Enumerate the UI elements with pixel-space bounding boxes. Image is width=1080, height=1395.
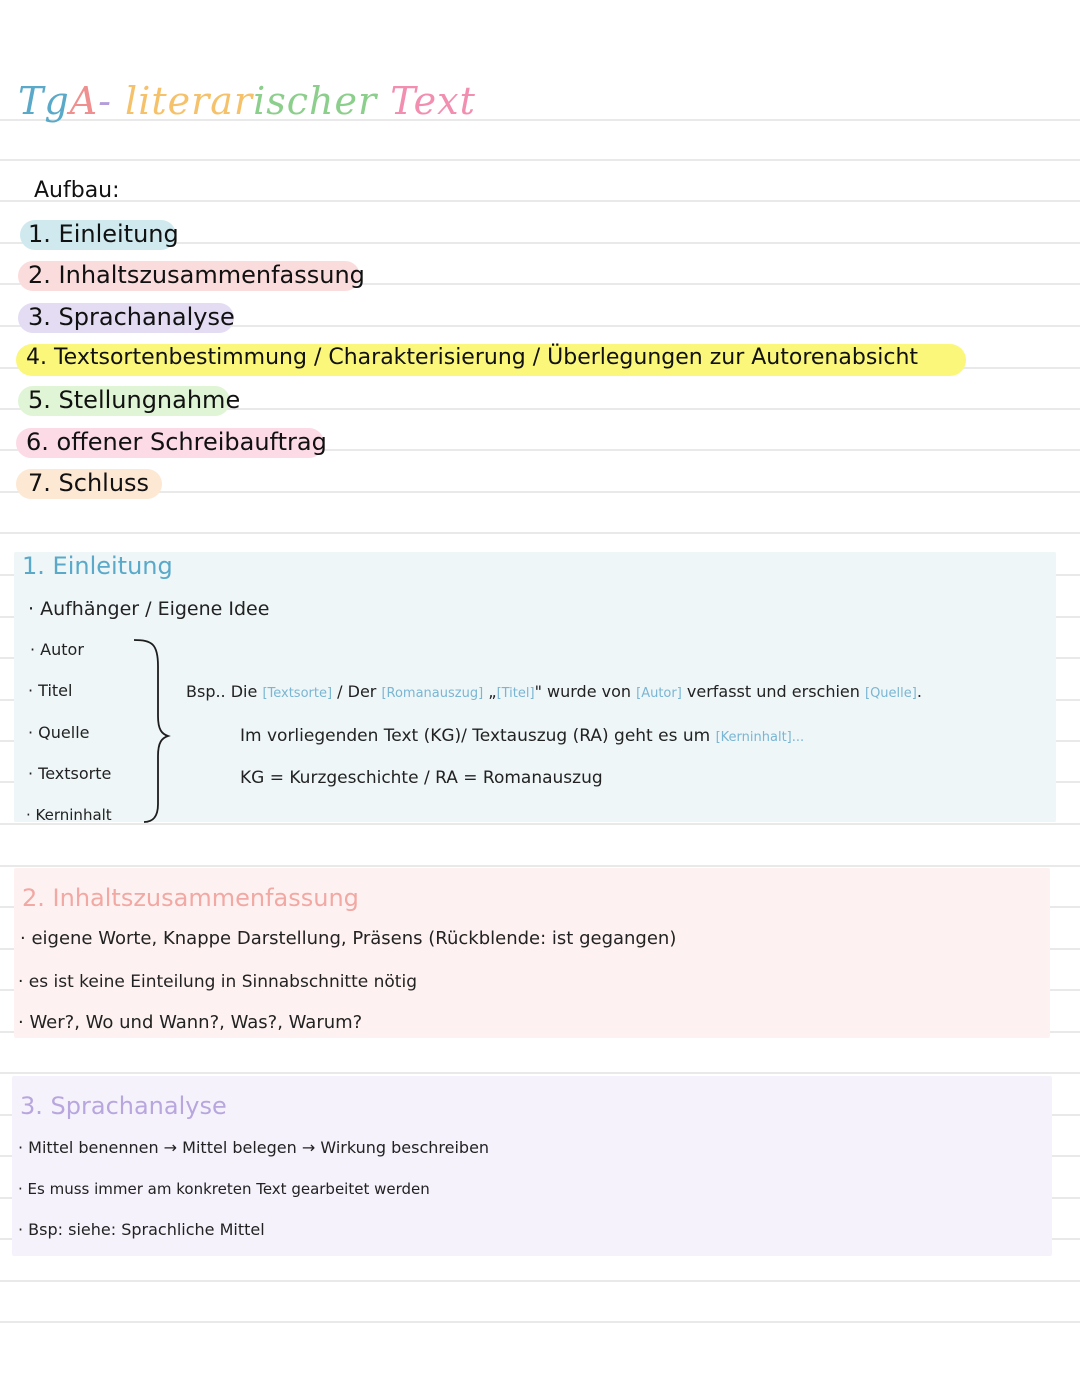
example-text: Bsp.. Die — [186, 682, 258, 701]
sprache-bullet-2: · Es muss immer am konkreten Text gearbeitet werden — [18, 1180, 430, 1198]
title-part: A — [69, 79, 99, 123]
placeholder-titel: [Titel] — [496, 686, 535, 701]
placeholder-quelle: [Quelle] — [865, 686, 917, 701]
example-text: / Der — [337, 682, 377, 701]
section-einleitung-heading: 1. Einleitung — [22, 552, 173, 580]
bracket-item-kerninhalt: · Kerninhalt — [26, 806, 112, 824]
placeholder-autor: [Autor] — [636, 686, 682, 701]
section-sprache-heading: 3. Sprachanalyse — [20, 1092, 227, 1120]
bracket-item-titel: · Titel — [28, 681, 73, 700]
example-text: verfasst und erschien — [686, 682, 860, 701]
curly-brace — [130, 636, 172, 826]
title-part: Text — [390, 79, 476, 123]
outline-item-stellungnahme: 5. Stellungnahme — [28, 386, 241, 414]
inhalt-bullet-1: · eigene Worte, Knappe Darstellung, Präsens (Rückblende: ist gegangen) — [20, 928, 677, 949]
outline-item-schreibauftrag: 6. offener Schreibauftrag — [26, 428, 327, 456]
example-line-2 — [240, 728, 804, 745]
inhalt-bullet-3: · Wer?, Wo und Wann?, Was?, Warum? — [18, 1012, 363, 1033]
example-line-1 — [186, 684, 922, 700]
outline-item-schluss: 7. Schluss — [28, 469, 150, 497]
example-text: . — [916, 682, 922, 701]
einleitung-hook: · Aufhänger / Eigene Idee — [28, 598, 270, 620]
outline-item-textsortenbestimmung: 4. Textsortenbestimmung / Charakterisierung / Überlegungen zur Autorenabsicht — [26, 345, 919, 370]
outline-heading: Aufbau: — [34, 178, 120, 203]
outline-item-einleitung: 1. Einleitung — [28, 220, 179, 248]
inhalt-bullet-2: · es ist keine Einteilung in Sinnabschnitte nötig — [18, 972, 417, 992]
title-part: - — [98, 79, 112, 123]
title-part: ischer — [253, 79, 391, 123]
outline-item-sprachanalyse: 3. Sprachanalyse — [28, 303, 235, 331]
example-line-3: KG = Kurzgeschichte / RA = Romanauszug — [240, 768, 603, 788]
title-part: literar — [111, 79, 254, 123]
title-part: Tg — [18, 79, 70, 123]
sprache-bullet-3: · Bsp: siehe: Sprachliche Mittel — [18, 1220, 265, 1239]
example-text: Im vorliegenden Text (KG)/ Textauszug (RA) geht es um — [240, 726, 711, 746]
bracket-item-textsorte: · Textsorte — [28, 764, 112, 783]
example-text: „ — [488, 682, 497, 701]
placeholder-textsorte: [Textsorte] — [262, 686, 333, 701]
placeholder-romanauszug: [Romanauszug] — [381, 686, 484, 701]
page-title — [18, 79, 476, 123]
bracket-item-quelle: · Quelle — [28, 723, 90, 742]
outline-item-inhaltszusammenfassung: 2. Inhaltszusammenfassung — [28, 261, 365, 289]
sprache-bullet-1: · Mittel benennen → Mittel belegen → Wirkung beschreiben — [18, 1138, 490, 1157]
section-inhalt-heading: 2. Inhaltszusammenfassung — [22, 884, 359, 912]
bracket-item-autor: · Autor — [30, 640, 84, 659]
placeholder-kerninhalt: [Kerninhalt]... — [715, 730, 805, 745]
example-text: " wurde von — [534, 682, 632, 701]
